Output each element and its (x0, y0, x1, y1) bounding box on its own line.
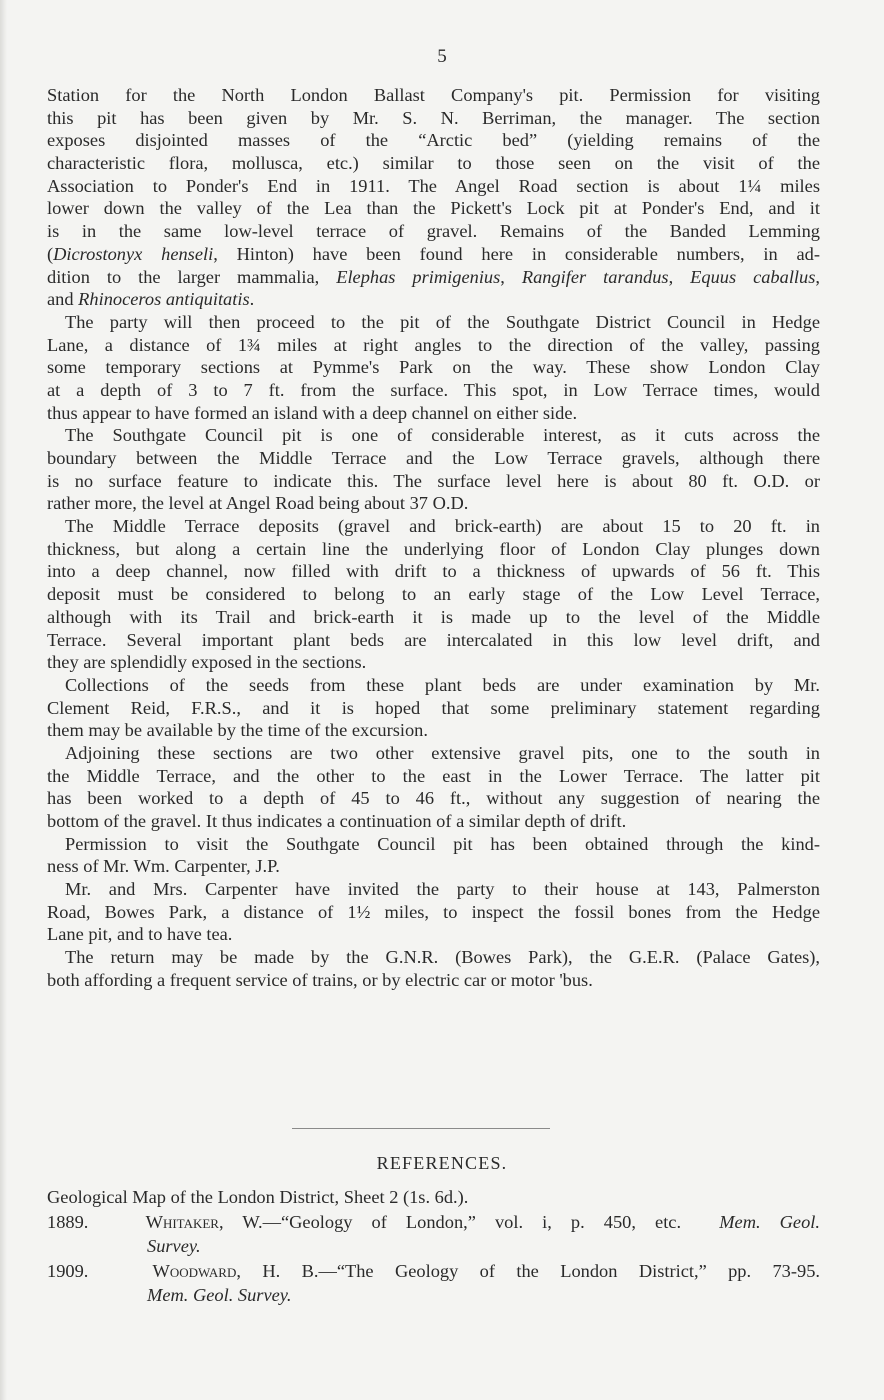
text-line: thus appear to have formed an island with a deep channel on either side. (47, 402, 578, 423)
text-line: although with its Trail and brick-earth it is made up to the level of the Middle (47, 606, 820, 627)
paragraph-angel-road (47, 84, 820, 311)
text-line: Road, Bowes Park, a distance of 1½ miles, to inspect the fossil bones from the Hedge (47, 901, 820, 922)
reference-source: Mem. Geol. (719, 1211, 820, 1232)
text-line: deposit must be considered to belong to an early stage of the Low Level Terrace, (47, 584, 820, 605)
text-line: Clement Reid, F.R.S., and it is hoped that some preliminary statement regarding (47, 697, 820, 718)
text-line: The party will then proceed to the pit of the Southgate District Council in Hedge (65, 311, 820, 332)
text-line: they are splendidly exposed in the sections. (47, 652, 367, 673)
paragraph-southgate-pit (47, 424, 820, 515)
paragraph-seed-collections (47, 674, 820, 742)
references-heading: REFERENCES. (376, 1153, 508, 1173)
text-line: The Southgate Council pit is one of considerable interest, as it cuts across the (65, 425, 820, 446)
page-number: 5 (437, 46, 447, 67)
section-divider (292, 1128, 550, 1129)
text: dition to the larger mammalia, (47, 266, 337, 287)
text-line: rather more, the level at Angel Road being about 37 O.D. (47, 493, 469, 514)
text-line: exposes disjointed masses of the “Arctic bed” (yielding remains of the (47, 130, 820, 151)
references-list (47, 1185, 820, 1308)
text-line: Lane pit, and to have tea. (47, 924, 233, 945)
text: ( (47, 243, 54, 264)
text-line: The return may be made by the G.N.R. (Bowes Park), the G.E.R. (Palace Gates), (65, 947, 820, 968)
text-line: thickness, but along a certain line the underlying floor of London Clay plunges down (47, 538, 820, 559)
reference-title: , W.—“Geology of London,” vol. i, p. 450, etc. (218, 1211, 682, 1232)
text-line: has been worked to a depth of 45 to 46 ft., without any suggestion of nearing the (47, 788, 820, 809)
text-line: into a deep channel, now filled with drift to a thickness of upwards of 56 ft. This (47, 561, 820, 582)
text-line: characteristic flora, mollusca, etc.) similar to those seen on the visit of the (47, 153, 820, 174)
text: , (815, 266, 820, 287)
species-name: Equus caballus (690, 266, 816, 287)
text-line: them may be available by the time of the excursion. (47, 720, 428, 741)
reference-item (47, 1210, 820, 1235)
paragraph-southgate-route (47, 311, 820, 424)
text-line: Mr. and Mrs. Carpenter have invited the party to their house at 143, Palmerston (65, 879, 820, 900)
paragraph-adjoining-pits (47, 742, 820, 833)
text-line (47, 266, 820, 289)
paragraph-carpenter-invitation (47, 878, 820, 946)
paragraph-return (47, 946, 820, 991)
text-line: both affording a frequent service of trains, or by electric car or motor 'bus. (47, 969, 593, 990)
text-line: Adjoining these sections are two other extensive gravel pits, one to the south in (65, 742, 820, 763)
reference-item (47, 1259, 820, 1284)
text-line: is no surface feature to indicate this. The surface level here is about 80 ft. O.D. or (47, 470, 820, 491)
text-line: Association to Ponder's End in 1911. The Angel Road section is about 1¼ miles (47, 175, 820, 196)
page-edge-shadow (0, 0, 7, 1400)
species-name: Rangifer tarandus (521, 266, 669, 287)
text-line: Lane, a distance of 1¾ miles at right angles to the direction of the valley, passing (47, 334, 820, 355)
text-line: Collections of the seeds from these plant beds are under examination by Mr. (65, 674, 820, 695)
text-line: Station for the North London Ballast Company's pit. Permission for visiting (47, 85, 820, 105)
reference-author: Woodward (152, 1260, 237, 1281)
text-line: lower down the valley of the Lea than the Pickett's Lock pit at Ponder's End, and it (47, 198, 820, 219)
reference-continuation: Mem. Geol. Survey. (147, 1285, 292, 1305)
reference-author: Whitaker (145, 1211, 219, 1232)
text-line (47, 288, 820, 311)
reference-year: 1889. (47, 1211, 89, 1232)
species-name: Dicrostonyx henseli (53, 243, 214, 264)
text-line: ness of Mr. Wm. Carpenter, J.P. (47, 856, 280, 877)
text-line: the Middle Terrace, and the other to the east in the Lower Terrace. The latter pit (47, 765, 820, 786)
text-line: is in the same low-level terrace of gravel. Remains of the Banded Lemming (47, 221, 820, 242)
text-line: Terrace. Several important plant beds are intercalated in this low level drift, and (47, 629, 820, 650)
species-name: Elephas primigenius (336, 266, 501, 287)
text-line: Permission to visit the Southgate Council pit has been obtained through the kind- (65, 833, 820, 854)
text-line (47, 243, 820, 266)
paragraph-middle-terrace (47, 515, 820, 674)
text: and (47, 289, 79, 310)
reference-continuation: Survey. (147, 1236, 201, 1256)
species-name: Rhinoceros antiquitatis (78, 289, 250, 310)
text-line: boundary between the Middle Terrace and the Low Terrace gravels, although there (47, 448, 820, 468)
text-line: some temporary sections at Pymme's Park on the way. These show London Clay (47, 357, 820, 378)
text-line: The Middle Terrace deposits (gravel and brick-earth) are about 15 to 20 ft. in (65, 516, 820, 537)
text-line: at a depth of 3 to 7 ft. from the surface. This spot, in Low Terrace times, would (47, 379, 820, 400)
reference-item: Geological Map of the London District, Sheet 2 (1s. 6d.). (47, 1187, 469, 1207)
text: , (500, 266, 522, 287)
text: , (668, 266, 691, 287)
reference-year: 1909. (47, 1260, 89, 1281)
paragraph-permission (47, 833, 820, 878)
text-line: this pit has been given by Mr. S. N. Berriman, the manager. The section (47, 107, 820, 128)
text: , Hinton) have been found here in considerable numbers, in ad- (213, 243, 820, 264)
body-text (47, 84, 820, 992)
text: . (249, 289, 255, 310)
text-line: bottom of the gravel. It thus indicates a continuation of a similar depth of drift. (47, 811, 627, 831)
reference-title: , H. B.—“The Geology of the London District,” pp. 73-95. (236, 1260, 820, 1281)
